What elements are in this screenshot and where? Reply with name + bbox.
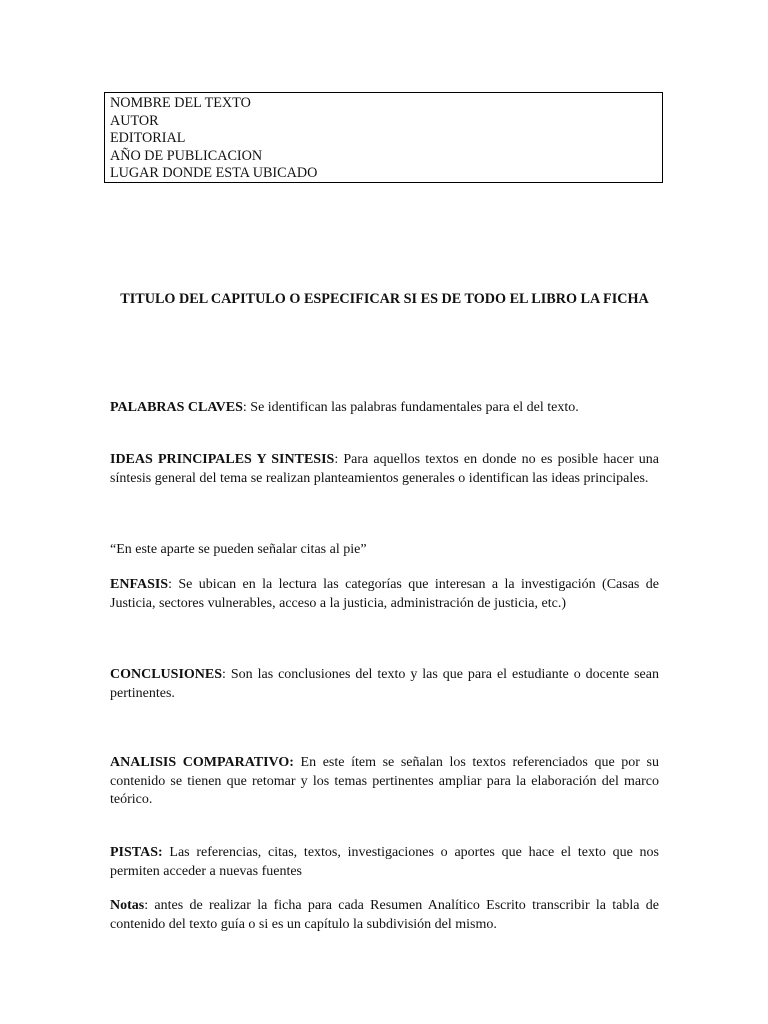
section-conclusiones: [110, 666, 659, 703]
section-label: Notas: [110, 898, 145, 913]
section-palabras-claves: [110, 399, 659, 418]
header-line-nombre: NOMBRE DEL TEXTO: [110, 95, 251, 111]
section-label: ENFASIS: [110, 577, 169, 592]
section-ideas-principales: [110, 451, 659, 488]
section-notas: [110, 897, 659, 934]
section-pistas: [110, 844, 659, 881]
section-label: ANALISIS COMPARATIVO:: [110, 755, 294, 770]
section-label: CONCLUSIONES: [110, 667, 223, 682]
section-text: En este ítem se señalan los textos referenciados que por su contenido se tienen que retomar y los temas pertinentes ampliar para la elaboración del marco teórico.: [110, 755, 659, 807]
document-header-box: [104, 92, 663, 183]
section-text: : Se ubican en la lectura las categorías que interesan a la investigación (Casas de Justicia, sectores vulnerables, acceso a la justicia, administración de justicia, etc.): [110, 577, 659, 611]
section-label: IDEAS PRINCIPALES Y SINTESIS: [110, 452, 335, 467]
section-label: PALABRAS CLAVES: [110, 400, 243, 415]
header-line-anio: AÑO DE PUBLICACION: [110, 147, 263, 164]
header-line-lugar: LUGAR DONDE ESTA UBICADO: [110, 165, 318, 181]
header-line-editorial: EDITORIAL: [110, 130, 186, 146]
section-text: : antes de realizar la ficha para cada Resumen Analítico Escrito transcribir la tabla de contenido del texto guía o si es un capítulo la subdivisión del mismo.: [110, 898, 659, 932]
section-text: “En este aparte se pueden señalar citas al pie”: [110, 542, 367, 557]
header-line-autor: AUTOR: [110, 112, 159, 129]
section-text: Las referencias, citas, textos, investigaciones o aportes que hace el texto que nos permiten acceder a nuevas fuentes: [110, 845, 659, 879]
chapter-title: TITULO DEL CAPITULO O ESPECIFICAR SI ES DE TODO EL LIBRO LA FICHA: [120, 291, 649, 307]
section-citas: [110, 541, 659, 560]
section-enfasis: [110, 576, 659, 613]
section-text: : Son las conclusiones del texto y las que para el estudiante o docente sean pertinentes.: [110, 667, 659, 701]
section-label: PISTAS:: [110, 845, 163, 860]
section-analisis-comparativo: [110, 754, 659, 810]
section-text: : Para aquellos textos en donde no es posible hacer una síntesis general del tema se realizan planteamientos generales o identifican las ideas principales.: [110, 452, 659, 486]
section-text: : Se identifican las palabras fundamentales para el del texto.: [242, 400, 579, 415]
